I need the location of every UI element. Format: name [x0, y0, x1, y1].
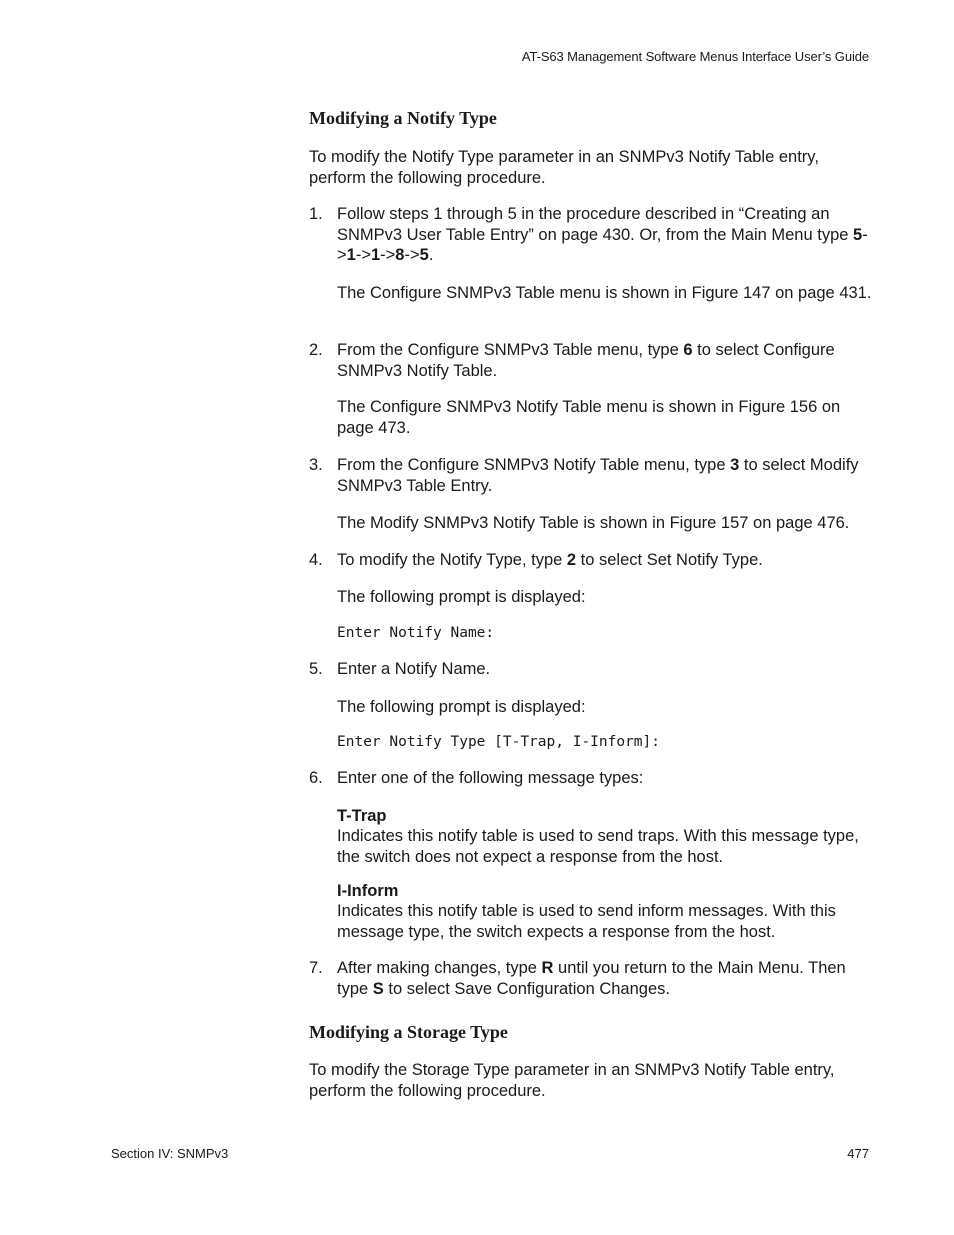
option-term-t-trap: T-Trap: [337, 807, 387, 825]
step-2-note: The Configure SNMPv3 Notify Table menu is shown in Figure 156 on page 473.: [337, 398, 841, 437]
key-8: 8: [395, 246, 405, 264]
step-1-note: The Configure SNMPv3 Table menu is shown in Figure 147 on page 431.: [337, 284, 872, 302]
key-1: 1: [370, 246, 381, 264]
step-number: 1.: [309, 205, 323, 223]
footer-section: Section IV: SNMPv3: [111, 1146, 229, 1161]
step-3-note: The Modify SNMPv3 Notify Table is shown in Figure 157 on page 476.: [337, 514, 850, 532]
running-header: AT-S63 Management Software Menus Interface User’s Guide: [521, 49, 869, 64]
step-4-note: The following prompt is displayed:: [337, 588, 586, 606]
step-5-note: The following prompt is displayed:: [337, 698, 586, 716]
page-number: 477: [847, 1146, 869, 1161]
section-intro-notify-type: To modify the Notify Type parameter in an SNMPv3 Notify Table entry, perform the following procedure.: [309, 148, 819, 187]
step-4-text: To modify the Notify Type, type 2 to select Set Notify Type.: [337, 551, 763, 569]
key-r: R: [541, 959, 554, 977]
key-1: 1: [346, 246, 356, 264]
step-1-text: Follow steps 1 through 5 in the procedure described in “Creating an SNMPv3 User Table Entry” on page 430. Or, from the Main Menu type 5->1->1->8->5.: [337, 205, 868, 264]
step-number: 4.: [309, 551, 323, 569]
step-number: 3.: [309, 456, 323, 474]
step-3-text: From the Configure SNMPv3 Notify Table menu, type 3 to select Modify SNMPv3 Table Entry.: [337, 456, 859, 495]
step-2-text: From the Configure SNMPv3 Table menu, type 6 to select Configure SNMPv3 Notify Table.: [337, 341, 835, 380]
prompt-notify-type: Enter Notify Type [T-Trap, I-Inform]:: [337, 734, 661, 750]
key-2: 2: [566, 551, 577, 569]
step-number: 2.: [309, 341, 323, 359]
step-number: 5.: [309, 660, 323, 678]
option-term-i-inform: I-Inform: [337, 882, 399, 900]
prompt-notify-name: Enter Notify Name:: [337, 625, 495, 641]
key-5: 5: [853, 225, 863, 244]
section-intro-storage-type: To modify the Storage Type parameter in an SNMPv3 Notify Table entry, perform the following procedure.: [309, 1061, 835, 1100]
step-number: 6.: [309, 769, 323, 787]
step-5-text: Enter a Notify Name.: [337, 660, 491, 678]
section-heading-notify-type: Modifying a Notify Type: [309, 108, 497, 128]
key-5: 5: [419, 246, 429, 264]
step-number: 7.: [309, 959, 323, 977]
option-desc-i-inform: Indicates this notify table is used to send inform messages. With this message type, the switch expects a response from the host.: [337, 902, 836, 941]
key-3: 3: [730, 456, 740, 474]
step-7-text: After making changes, type R until you return to the Main Menu. Then type S to select Save Configuration Changes.: [337, 959, 846, 998]
key-6: 6: [683, 341, 693, 359]
step-6-text: Enter one of the following message types:: [337, 769, 644, 787]
section-heading-storage-type: Modifying a Storage Type: [309, 1022, 508, 1042]
key-s: S: [372, 979, 384, 998]
option-desc-t-trap: Indicates this notify table is used to send traps. With this message type, the switch does not expect a response from the host.: [337, 827, 859, 866]
